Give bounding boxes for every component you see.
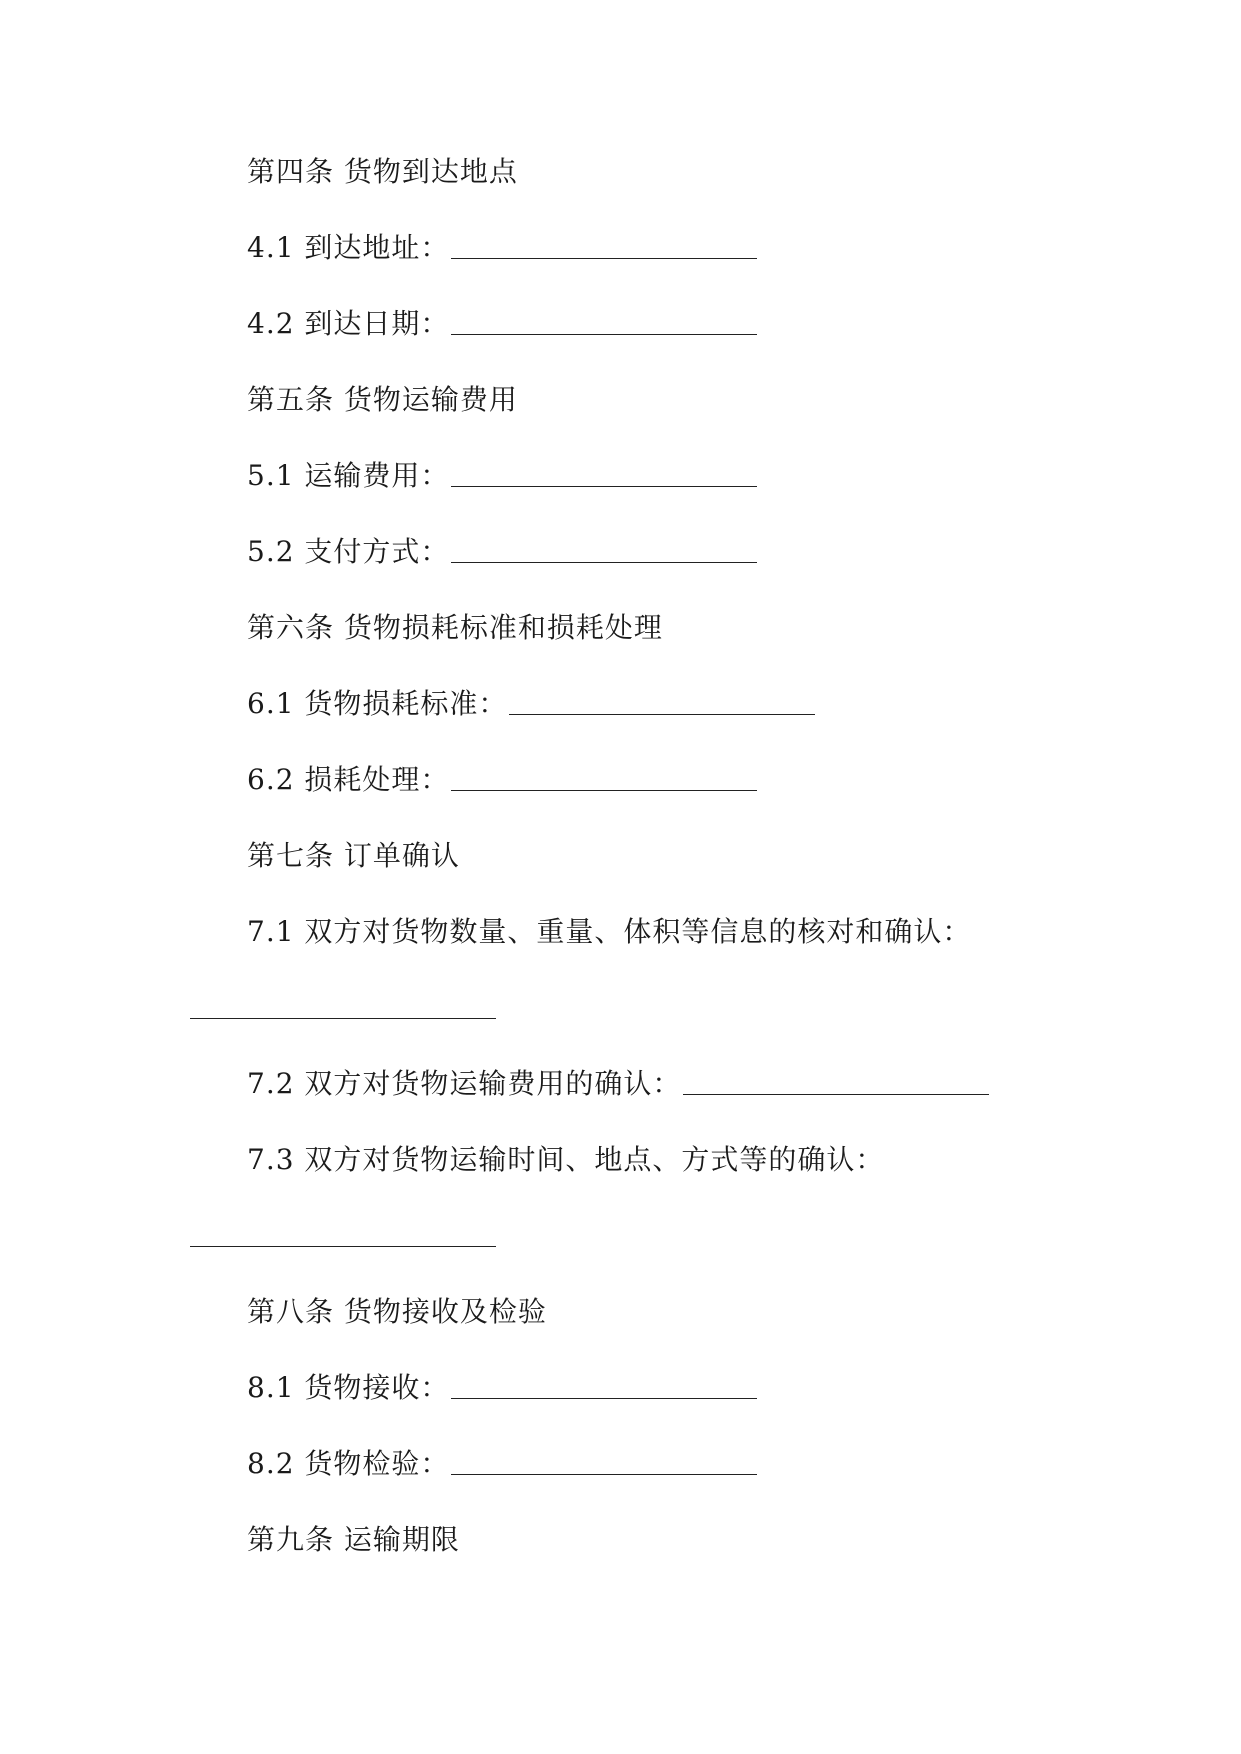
clause-8-1-label: 8.1 货物接收： (247, 1371, 450, 1404)
clause-4-1-label: 4.1 到达地址： (247, 231, 450, 264)
article-5-heading (247, 383, 518, 417)
clause-5-2-blank-line (451, 561, 757, 563)
clause-5-2-label: 5.2 支付方式： (247, 535, 450, 568)
article-9-heading (247, 1523, 460, 1557)
clause-7-1-blank-line (190, 1017, 496, 1019)
clause-6-2-blank-line (451, 789, 757, 791)
clause-4-2-blank-line (451, 333, 757, 335)
article-6-heading (247, 611, 663, 645)
clause-7-1 (247, 915, 971, 949)
clause-5-1-label: 5.1 运输费用： (247, 459, 450, 492)
article-7-heading (247, 839, 460, 873)
clause-5-1 (247, 459, 757, 493)
article-5-heading-text: 第五条 货物运输费用 (247, 383, 518, 416)
clause-8-2 (247, 1447, 757, 1481)
clause-7-1-continuation (188, 991, 496, 1025)
clause-7-2-blank-line (683, 1093, 989, 1095)
article-7-heading-text: 第七条 订单确认 (247, 839, 460, 872)
clause-8-1 (247, 1371, 757, 1405)
clause-6-2 (247, 763, 757, 797)
clause-4-2-label: 4.2 到达日期： (247, 307, 450, 340)
clause-7-3 (247, 1143, 884, 1177)
article-8-heading (247, 1295, 547, 1329)
article-6-heading-text: 第六条 货物损耗标准和损耗处理 (247, 611, 663, 644)
clause-6-1-label: 6.1 货物损耗标准： (247, 687, 508, 720)
clause-7-1-label: 7.1 双方对货物数量、重量、体积等信息的核对和确认： (247, 915, 972, 948)
article-8-heading-text: 第八条 货物接收及检验 (247, 1295, 547, 1328)
clause-5-2 (247, 535, 757, 569)
clause-7-3-continuation (188, 1219, 496, 1253)
clause-4-1-blank-line (451, 257, 757, 259)
clause-6-1-blank-line (509, 713, 815, 715)
clause-8-1-blank-line (451, 1397, 757, 1399)
clause-8-2-blank-line (451, 1473, 757, 1475)
clause-6-2-label: 6.2 损耗处理： (247, 763, 450, 796)
clause-4-2 (247, 307, 757, 341)
clause-7-3-blank-line (190, 1245, 496, 1247)
article-4-heading (247, 155, 518, 189)
article-4-heading-text: 第四条 货物到达地点 (247, 155, 518, 188)
clause-5-1-blank-line (451, 485, 757, 487)
clause-8-2-label: 8.2 货物检验： (247, 1447, 450, 1480)
article-9-heading-text: 第九条 运输期限 (247, 1523, 460, 1556)
clause-7-3-label: 7.3 双方对货物运输时间、地点、方式等的确认： (247, 1143, 885, 1176)
clause-7-2-label: 7.2 双方对货物运输费用的确认： (247, 1067, 682, 1100)
clause-6-1 (247, 687, 815, 721)
clause-4-1 (247, 231, 757, 265)
clause-7-2 (247, 1067, 989, 1101)
